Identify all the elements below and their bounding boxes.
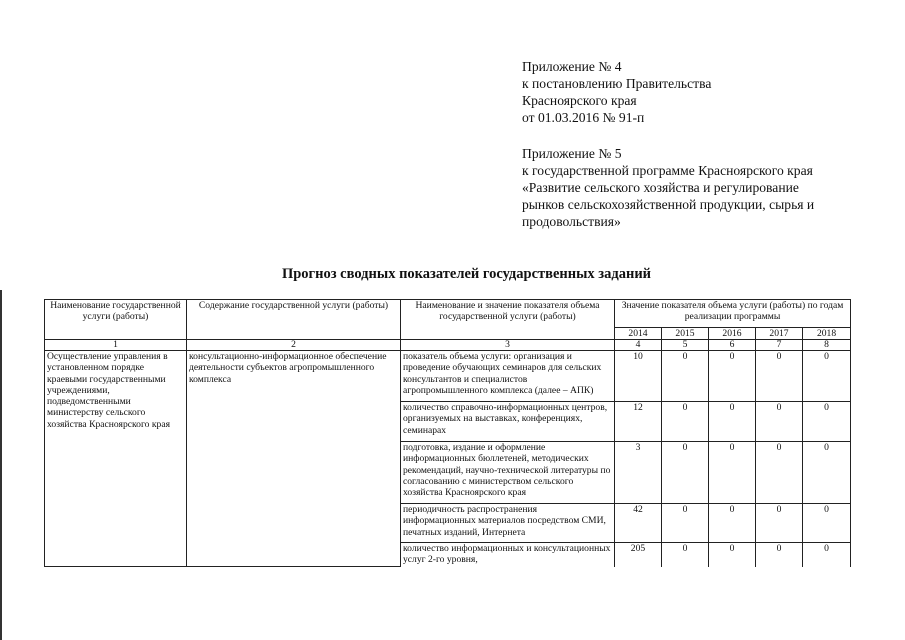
annex-line: Приложение № 5 — [522, 146, 622, 161]
value-cell: 0 — [709, 543, 756, 567]
year-cell: 2017 — [756, 328, 803, 340]
value-cell: 0 — [803, 543, 851, 567]
value-cell: 0 — [756, 543, 803, 567]
value-cell: 0 — [756, 442, 803, 504]
indicator-cell: количество информационных и консультационных услуг 2-го уровня, — [401, 543, 615, 567]
annex-line: Приложение № 4 — [522, 59, 622, 74]
value-cell: 0 — [662, 402, 709, 442]
value-cell: 0 — [803, 504, 851, 543]
header-service-content: Содержание государственной услуги (работы) — [187, 300, 401, 340]
annex-line: от 01.03.2016 № 91-п — [522, 110, 645, 125]
indicator-cell: показатель объема услуги: организация и проведение обучающих семинаров для сельских консультантов и специалистов агропромышленного комплекса (далее – АПК) — [401, 351, 615, 402]
annex-line: продовольствия» — [522, 214, 621, 229]
year-cell: 2014 — [615, 328, 662, 340]
service-content-cell: консультационно-информационное обеспечение деятельности субъектов агропромышленного комплекса — [187, 351, 401, 567]
year-cell: 2018 — [803, 328, 851, 340]
annex-line: рынков сельскохозяйственной продукции, сырья и — [522, 197, 815, 212]
value-cell: 0 — [756, 402, 803, 442]
year-cell: 2016 — [709, 328, 756, 340]
value-cell: 10 — [615, 351, 662, 402]
header-service-name: Наименование государственной услуги (работы) — [45, 300, 187, 340]
value-cell: 0 — [756, 351, 803, 402]
year-cell: 2015 — [662, 328, 709, 340]
value-cell: 0 — [662, 504, 709, 543]
indicator-cell: подготовка, издание и оформление информационных бюллетеней, методических рекомендаций, научно-технической литературы по согласованию с министерством сельского хозяйства Красноярского края — [401, 442, 615, 504]
column-number: 4 — [615, 340, 662, 351]
indicator-cell: количество справочно-информационных центров, организуемых на выставках, конференциях, семинарах — [401, 402, 615, 442]
value-cell: 3 — [615, 442, 662, 504]
column-number: 7 — [756, 340, 803, 351]
value-cell: 0 — [803, 402, 851, 442]
value-cell: 12 — [615, 402, 662, 442]
annex-line: к постановлению Правительства — [522, 76, 712, 91]
annex-line: «Развитие сельского хозяйства и регулирование — [522, 180, 799, 195]
service-name-cell: Осуществление управления в установленном порядке краевыми государственными учреждениями, подведомственными министерству сельского хозяйства Красноярского края — [45, 351, 187, 567]
value-cell: 0 — [662, 351, 709, 402]
annex-line: к государственной программе Красноярского края — [522, 163, 813, 178]
column-number: 5 — [662, 340, 709, 351]
value-cell: 0 — [709, 504, 756, 543]
indicators-table — [44, 299, 851, 567]
header-values-by-year: Значение показателя объема услуги (работы) по годам реализации программы — [615, 300, 851, 328]
value-cell: 0 — [662, 442, 709, 504]
value-cell: 0 — [709, 351, 756, 402]
value-cell: 0 — [709, 442, 756, 504]
value-cell: 0 — [803, 351, 851, 402]
value-cell: 0 — [709, 402, 756, 442]
value-cell: 0 — [662, 543, 709, 567]
annex-4-header — [522, 58, 711, 126]
value-cell: 0 — [756, 504, 803, 543]
indicator-cell: периодичность распространения информационных материалов посредством СМИ, печатных изданий, Интернета — [401, 504, 615, 543]
annex-5-header — [522, 145, 814, 230]
value-cell: 42 — [615, 504, 662, 543]
document-title: Прогноз сводных показателей государственных заданий — [281, 266, 652, 282]
scan-edge-line — [0, 290, 2, 640]
table-row — [45, 351, 851, 402]
annex-line: Красноярского края — [522, 93, 637, 108]
column-number: 6 — [709, 340, 756, 351]
column-number: 2 — [187, 340, 401, 351]
column-number: 3 — [401, 340, 615, 351]
column-number: 8 — [803, 340, 851, 351]
column-number: 1 — [45, 340, 187, 351]
value-cell: 205 — [615, 543, 662, 567]
value-cell: 0 — [803, 442, 851, 504]
header-indicator: Наименование и значение показателя объема государственной услуги (работы) — [401, 300, 615, 340]
